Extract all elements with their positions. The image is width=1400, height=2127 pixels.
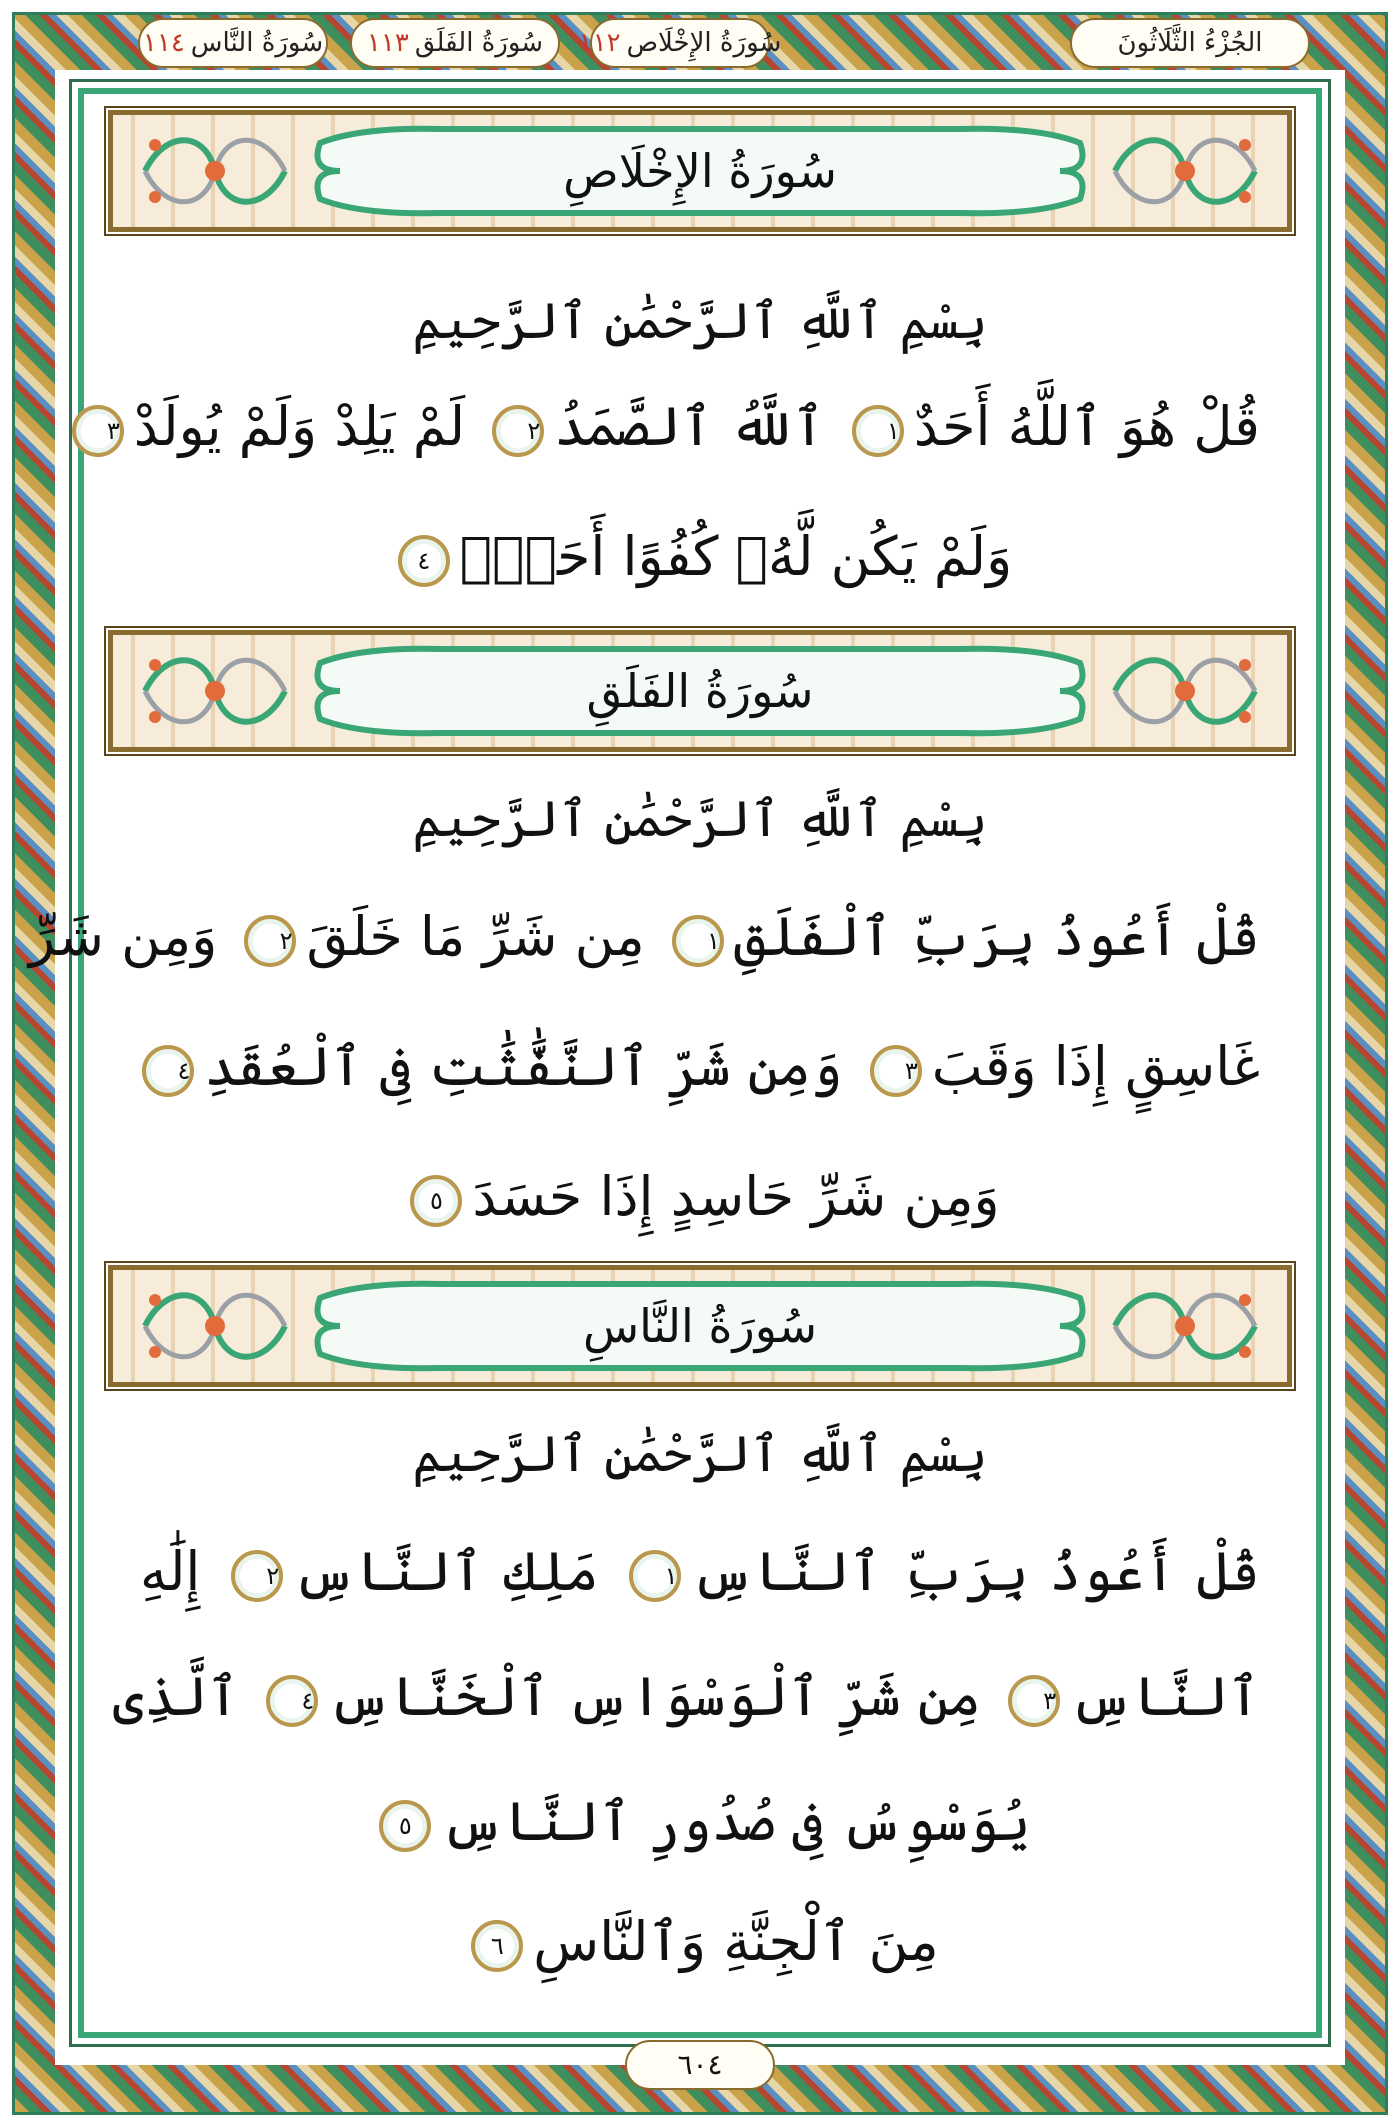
verse-line: [140, 525, 1260, 588]
verse-line: [28, 905, 1260, 968]
surah-112-number: ١١٢: [578, 28, 621, 58]
surah-banner-nas: [108, 1265, 1292, 1387]
surah-title: سُورَةُ الفَلَقِ: [586, 664, 814, 718]
ayah-marker: ١: [629, 1550, 681, 1602]
ayah-marker: ١: [672, 915, 724, 967]
verse-text: وَمِن شَرِّ حَاسِدٍ إِذَا حَسَدَ: [472, 1165, 1000, 1228]
verse-line: [106, 395, 1260, 458]
ayah-marker: ٢: [231, 1550, 283, 1602]
surah-112-name: سُورَةُ الإِخْلَاص: [626, 28, 782, 58]
header-surah-114[interactable]: [138, 18, 328, 68]
verse-text: وَمِن شَرِّ: [28, 905, 218, 968]
ornament-icon: [125, 125, 305, 217]
verse-text: لَمْ يَلِدْ وَلَمْ يُولَدْ: [133, 395, 466, 458]
ornament-icon: [1095, 125, 1275, 217]
basmala: بِسْمِ ٱللَّهِ ٱلرَّحْمَٰنِ ٱلرَّحِيمِ: [412, 292, 988, 350]
verse-text: قُلْ أَعُوذُ بِرَبِّ ٱلنَّاسِ: [691, 1540, 1261, 1603]
header-surah-112[interactable]: [578, 18, 782, 68]
ayah-marker: ٤: [266, 1675, 318, 1727]
ayah-marker: ٢: [244, 915, 296, 967]
ayah-marker: ٣: [870, 1045, 922, 1097]
verse-text: يُوَسْوِسُ فِى صُدُورِ ٱلنَّاسِ: [441, 1790, 1031, 1853]
ayah-marker: ٥: [379, 1800, 431, 1852]
verse-text: مَلِكِ ٱلنَّاسِ: [293, 1540, 599, 1603]
surah-banner-ikhlas: [108, 110, 1292, 232]
verse-line: [140, 1540, 1260, 1603]
verse-line: [140, 1165, 1260, 1228]
surah-title: سُورَةُ الإِخْلَاصِ: [563, 144, 837, 198]
verse-text: مِن شَرِّ ٱلْوَسْوَاسِ ٱلْخَنَّاسِ: [328, 1665, 981, 1728]
verse-line: [140, 1035, 1260, 1098]
ayah-marker: ٤: [398, 535, 450, 587]
ayah-marker: ٢: [492, 405, 544, 457]
ornament-icon: [125, 1280, 305, 1372]
verse-text: ٱللَّهُ ٱلصَّمَدُ: [554, 395, 825, 458]
surah-banner-falaq: [108, 630, 1292, 752]
verse-text: مِنَ ٱلْجِنَّةِ وَٱلنَّاسِ: [533, 1910, 939, 1973]
ornament-icon: [1095, 645, 1275, 737]
ayah-marker: ٣: [1008, 1675, 1060, 1727]
ayah-marker: ١: [852, 405, 904, 457]
verse-line: [140, 1910, 1260, 1973]
juz-label: الجُزْءُ الثَّلَاثُونَ: [1117, 28, 1263, 58]
verse-text: ٱلنَّاسِ: [1070, 1665, 1260, 1728]
surah-title: سُورَةُ النَّاسِ: [582, 1299, 818, 1353]
ornament-icon: [1095, 1280, 1275, 1372]
surah-114-number: ١١٤: [142, 28, 185, 58]
verse-line: [140, 1790, 1260, 1853]
header-surah-113[interactable]: [350, 18, 560, 68]
ornament-icon: [125, 645, 305, 737]
verse-text: وَمِن شَرِّ ٱلنَّفَّٰثَٰتِ فِى ٱلْعُقَدِ: [204, 1035, 843, 1098]
verse-text: إِلَٰهِ: [140, 1540, 201, 1603]
verse-line: [112, 1665, 1260, 1728]
basmala: بِسْمِ ٱللَّهِ ٱلرَّحْمَٰنِ ٱلرَّحِيمِ: [412, 790, 988, 848]
basmala: بِسْمِ ٱللَّهِ ٱلرَّحْمَٰنِ ٱلرَّحِيمِ: [412, 1425, 988, 1483]
ayah-marker: ٥: [410, 1175, 462, 1227]
surah-113-number: ١١٣: [366, 28, 409, 58]
ayah-marker: ٤: [142, 1045, 194, 1097]
verse-text: قُلْ هُوَ ٱللَّهُ أَحَدٌ: [913, 395, 1260, 458]
surah-114-name: سُورَةُ النَّاس: [190, 28, 324, 58]
ayah-marker: ٣: [72, 405, 124, 457]
page-number: ٦٠٤: [625, 2040, 775, 2090]
verse-text: قُلْ أَعُوذُ بِرَبِّ ٱلْفَلَقِ: [733, 905, 1260, 968]
verse-text: وَلَمْ يَكُن لَّهُۥ كُفُوًا أَحَدٌۢ: [459, 525, 1013, 588]
verse-text: غَاسِقٍ إِذَا وَقَبَ: [931, 1035, 1260, 1098]
surah-113-name: سُورَةُ الفَلَق: [414, 28, 544, 58]
verse-text: ٱلَّذِى: [112, 1665, 240, 1728]
ayah-marker: ٦: [471, 1920, 523, 1972]
header-juz: [1070, 18, 1310, 68]
verse-text: مِن شَرِّ مَا خَلَقَ: [306, 905, 645, 968]
